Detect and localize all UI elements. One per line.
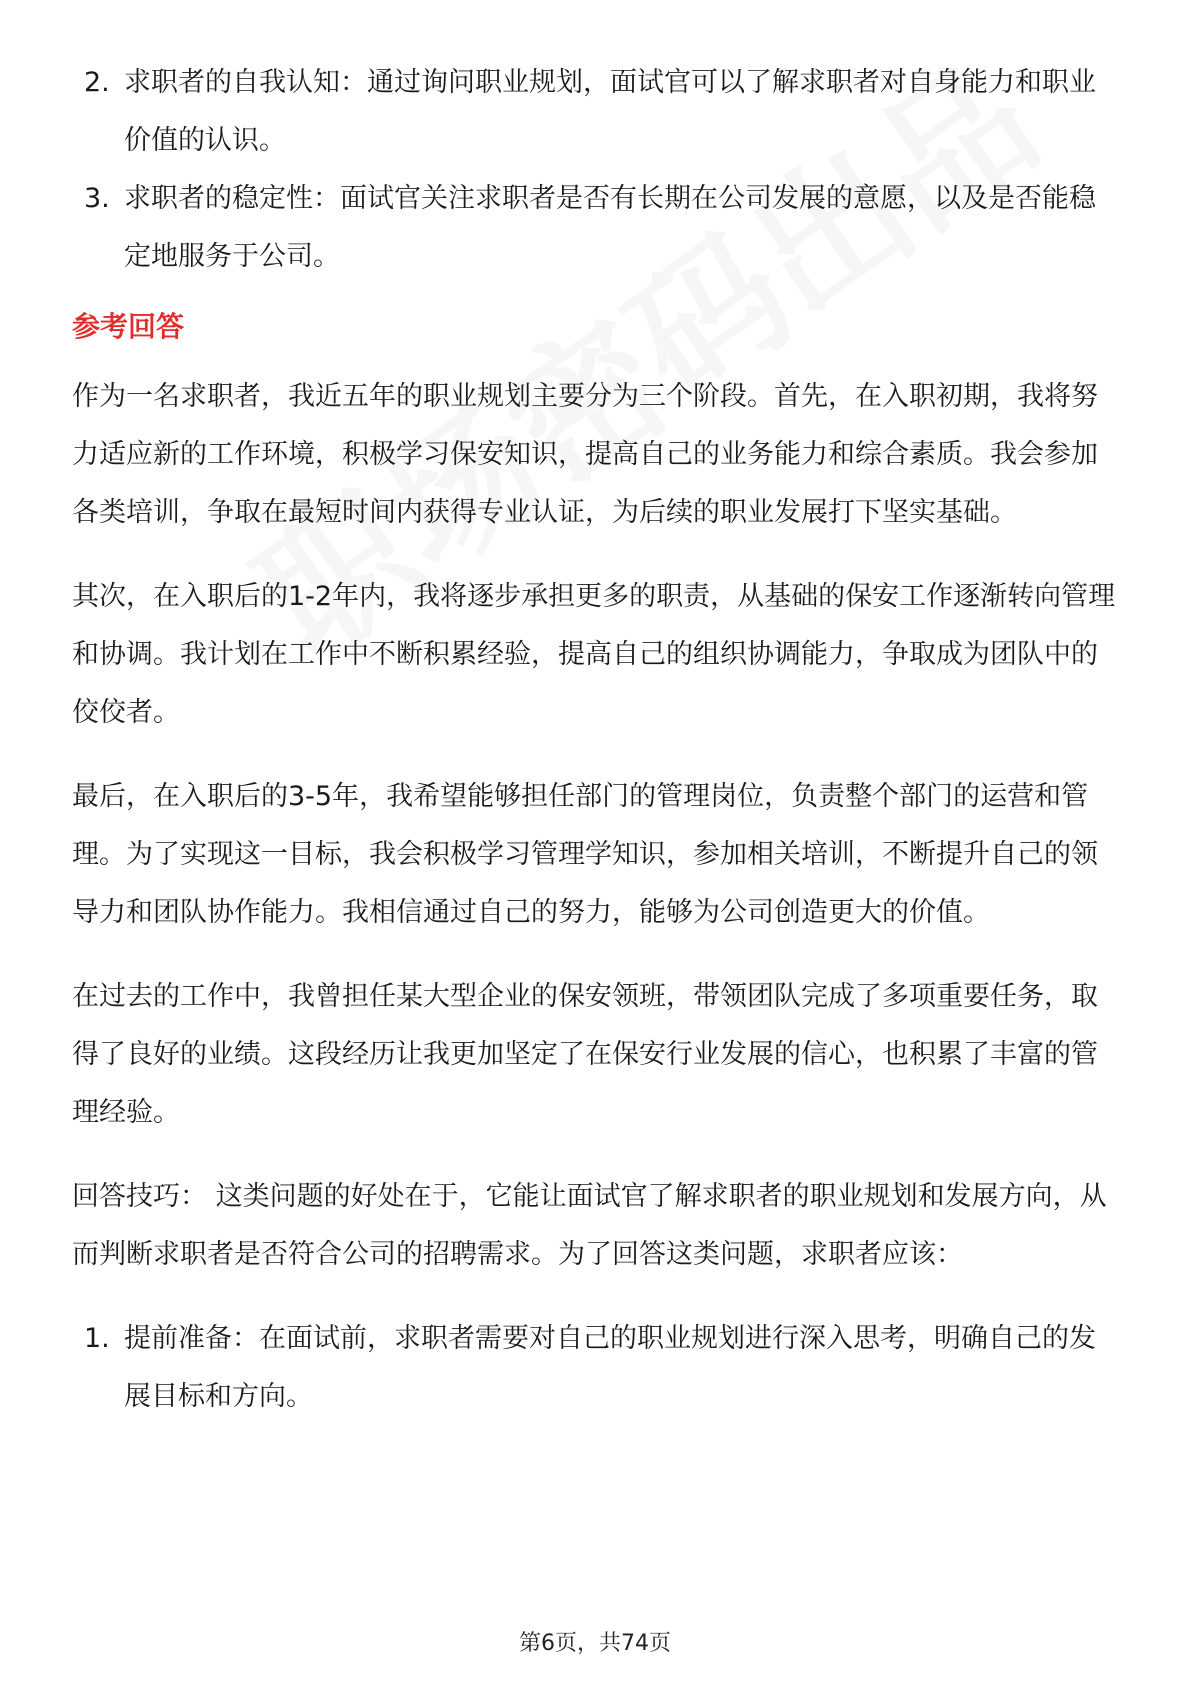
section-heading: 参考回答 — [72, 310, 185, 343]
list-text: 提前准备：在面试前，求职者需要对自己的职业规划进行深入思考，明确自己的发展目标和方向。 — [124, 1323, 1096, 1412]
list-text: 求职者的自我认知：通过询问职业规划，面试官可以了解求职者对自身能力和职业价值的认识。 — [124, 67, 1096, 156]
list-item — [72, 1310, 1120, 1426]
paragraph: 其次，在入职后的1-2年内，我将逐步承担更多的职责，从基础的保安工作逐渐转向管理和协调。我计划在工作中不断积累经验，提高自己的组织协调能力，争取成为团队中的佼佼者。 — [72, 581, 1116, 728]
list-number: 2. — [84, 67, 110, 98]
list-text: 求职者的稳定性：面试官关注求职者是否有长期在公司发展的意愿，以及是否能稳定地服务于公司。 — [124, 183, 1096, 272]
list-number: 3. — [84, 183, 110, 214]
paragraph: 在过去的工作中，我曾担任某大型企业的保安领班，带领团队完成了多项重要任务，取得了良好的业绩。这段经历让我更加坚定了在保安行业发展的信心，也积累了丰富的管理经验。 — [72, 981, 1098, 1128]
document-page — [72, 54, 1120, 1426]
page-footer: 第6页，共74页 — [519, 1631, 671, 1656]
paragraph: 最后，在入职后的3-5年，我希望能够担任部门的管理岗位，负责整个部门的运营和管理。为了实现这一目标，我会积极学习管理学知识，参加相关培训，不断提升自己的领导力和团队协作能力。我相信通过自己的努力，能够为公司创造更大的价值。 — [72, 781, 1098, 928]
paragraph: 回答技巧： 这类问题的好处在于，它能让面试官了解求职者的职业规划和发展方向，从而判断求职者是否符合公司的招聘需求。为了回答这类问题，求职者应该： — [72, 1181, 1107, 1270]
tips-list — [72, 1310, 1120, 1426]
list-number: 1. — [84, 1323, 110, 1354]
criteria-list — [72, 54, 1120, 286]
list-item — [72, 170, 1120, 286]
paragraph: 作为一名求职者，我近五年的职业规划主要分为三个阶段。首先，在入职初期，我将努力适应新的工作环境，积极学习保安知识，提高自己的业务能力和综合素质。我会参加各类培训，争取在最短时间内获得专业认证，为后续的职业发展打下坚实基础。 — [72, 381, 1098, 528]
list-item — [72, 54, 1120, 170]
